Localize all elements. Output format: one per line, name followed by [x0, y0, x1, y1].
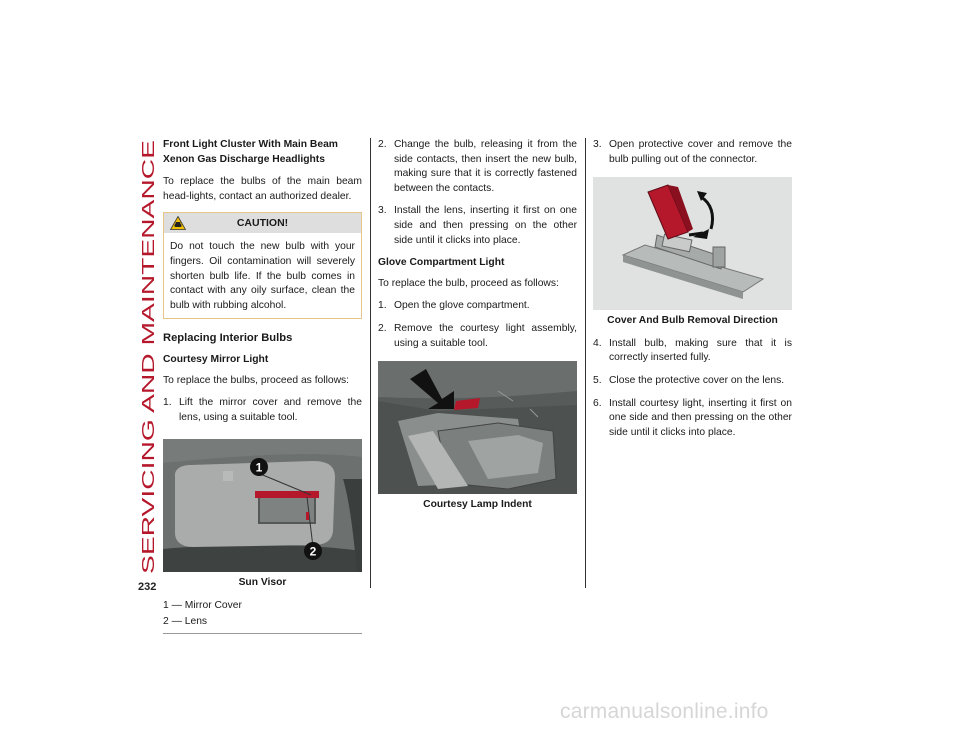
- column-1: [163, 138, 362, 634]
- steps-list: [593, 337, 792, 441]
- callout-1: 1: [255, 460, 263, 475]
- watermark: carmanualsonline.info: [560, 700, 769, 723]
- caution-text: Do not touch the new bulb with your fingers. Oil contamination will severely shorten bulb life. If the bulb comes in contact with any oily surface, clean the bulb with rubbing alcohol.: [170, 241, 355, 311]
- list-item: 3. Open protective cover and remove the bulb pulling out of the connector.: [593, 139, 792, 165]
- callout-2: 2: [309, 544, 317, 559]
- column-divider: [370, 138, 371, 588]
- column-3: [593, 138, 792, 448]
- list-item: 3. Install the lens, inserting it first on one side and then pressing on the other side until it clicks into place.: [378, 205, 577, 246]
- legend-item: 2 — Lens: [163, 615, 208, 627]
- steps-list: [163, 396, 362, 425]
- list-item: 2. Change the bulb, releasing it from the side contacts, then insert the new bulb, making sure that it is correctly fastened between the contacts.: [378, 139, 577, 194]
- figure-legend: [163, 599, 362, 629]
- figure-courtesy-lamp: [378, 361, 577, 494]
- list-item: 5. Close the protective cover on the lens.: [593, 374, 785, 386]
- heading-xenon: Front Light Cluster With Main Beam Xenon Gas Discharge Headlights: [163, 139, 338, 165]
- cover-bulb-illustration: [593, 177, 792, 310]
- legend-item: 1 — Mirror Cover: [163, 599, 242, 611]
- list-item: 4. Install bulb, making sure that it is correctly inserted fully.: [593, 337, 792, 364]
- steps-list: [378, 299, 577, 351]
- warning-car-icon: [170, 216, 186, 237]
- figure-cover-bulb: [593, 177, 792, 310]
- section-side-tab: [138, 138, 158, 576]
- sun-visor-illustration: [163, 439, 362, 572]
- page-number: 232: [138, 581, 157, 593]
- caution-box: [163, 212, 362, 319]
- legend-rule: [163, 633, 362, 634]
- section-heading: Replacing Interior Bulbs: [163, 332, 293, 345]
- list-item: 1. Lift the mirror cover and remove the lens, using a suitable tool.: [163, 397, 362, 423]
- column-divider: [585, 138, 586, 588]
- caution-header: [164, 213, 361, 233]
- courtesy-lamp-illustration: [378, 361, 577, 494]
- steps-list: [593, 138, 792, 167]
- figure-caption: Cover And Bulb Removal Direction: [607, 315, 778, 327]
- side-tab-label: SERVICING AND MAINTENANCE: [138, 304, 158, 574]
- caution-title: CAUTION!: [236, 217, 289, 230]
- list-item: 1. Open the glove compartment.: [378, 300, 530, 312]
- figure-caption: Sun Visor: [238, 577, 287, 589]
- figure-sun-visor: [163, 439, 362, 572]
- list-item: 6. Install courtesy light, inserting it first on one side and then pressing on the other side until it clicks into place.: [593, 397, 792, 438]
- subheading-glove-light: Glove Compartment Light: [378, 257, 505, 269]
- instructions-text: To replace the bulbs, proceed as follows:: [163, 374, 350, 386]
- subheading-mirror-light: Courtesy Mirror Light: [163, 353, 269, 365]
- steps-list: [378, 138, 577, 248]
- list-item: 2. Remove the courtesy light assembly, using a suitable tool.: [378, 322, 577, 349]
- intro-text: To replace the bulbs of the main beam head-lights, contact an authorized dealer.: [163, 176, 362, 202]
- column-2: [378, 138, 577, 521]
- figure-caption: Courtesy Lamp Indent: [423, 499, 532, 511]
- instructions-text: To replace the bulb, proceed as follows:: [378, 277, 559, 289]
